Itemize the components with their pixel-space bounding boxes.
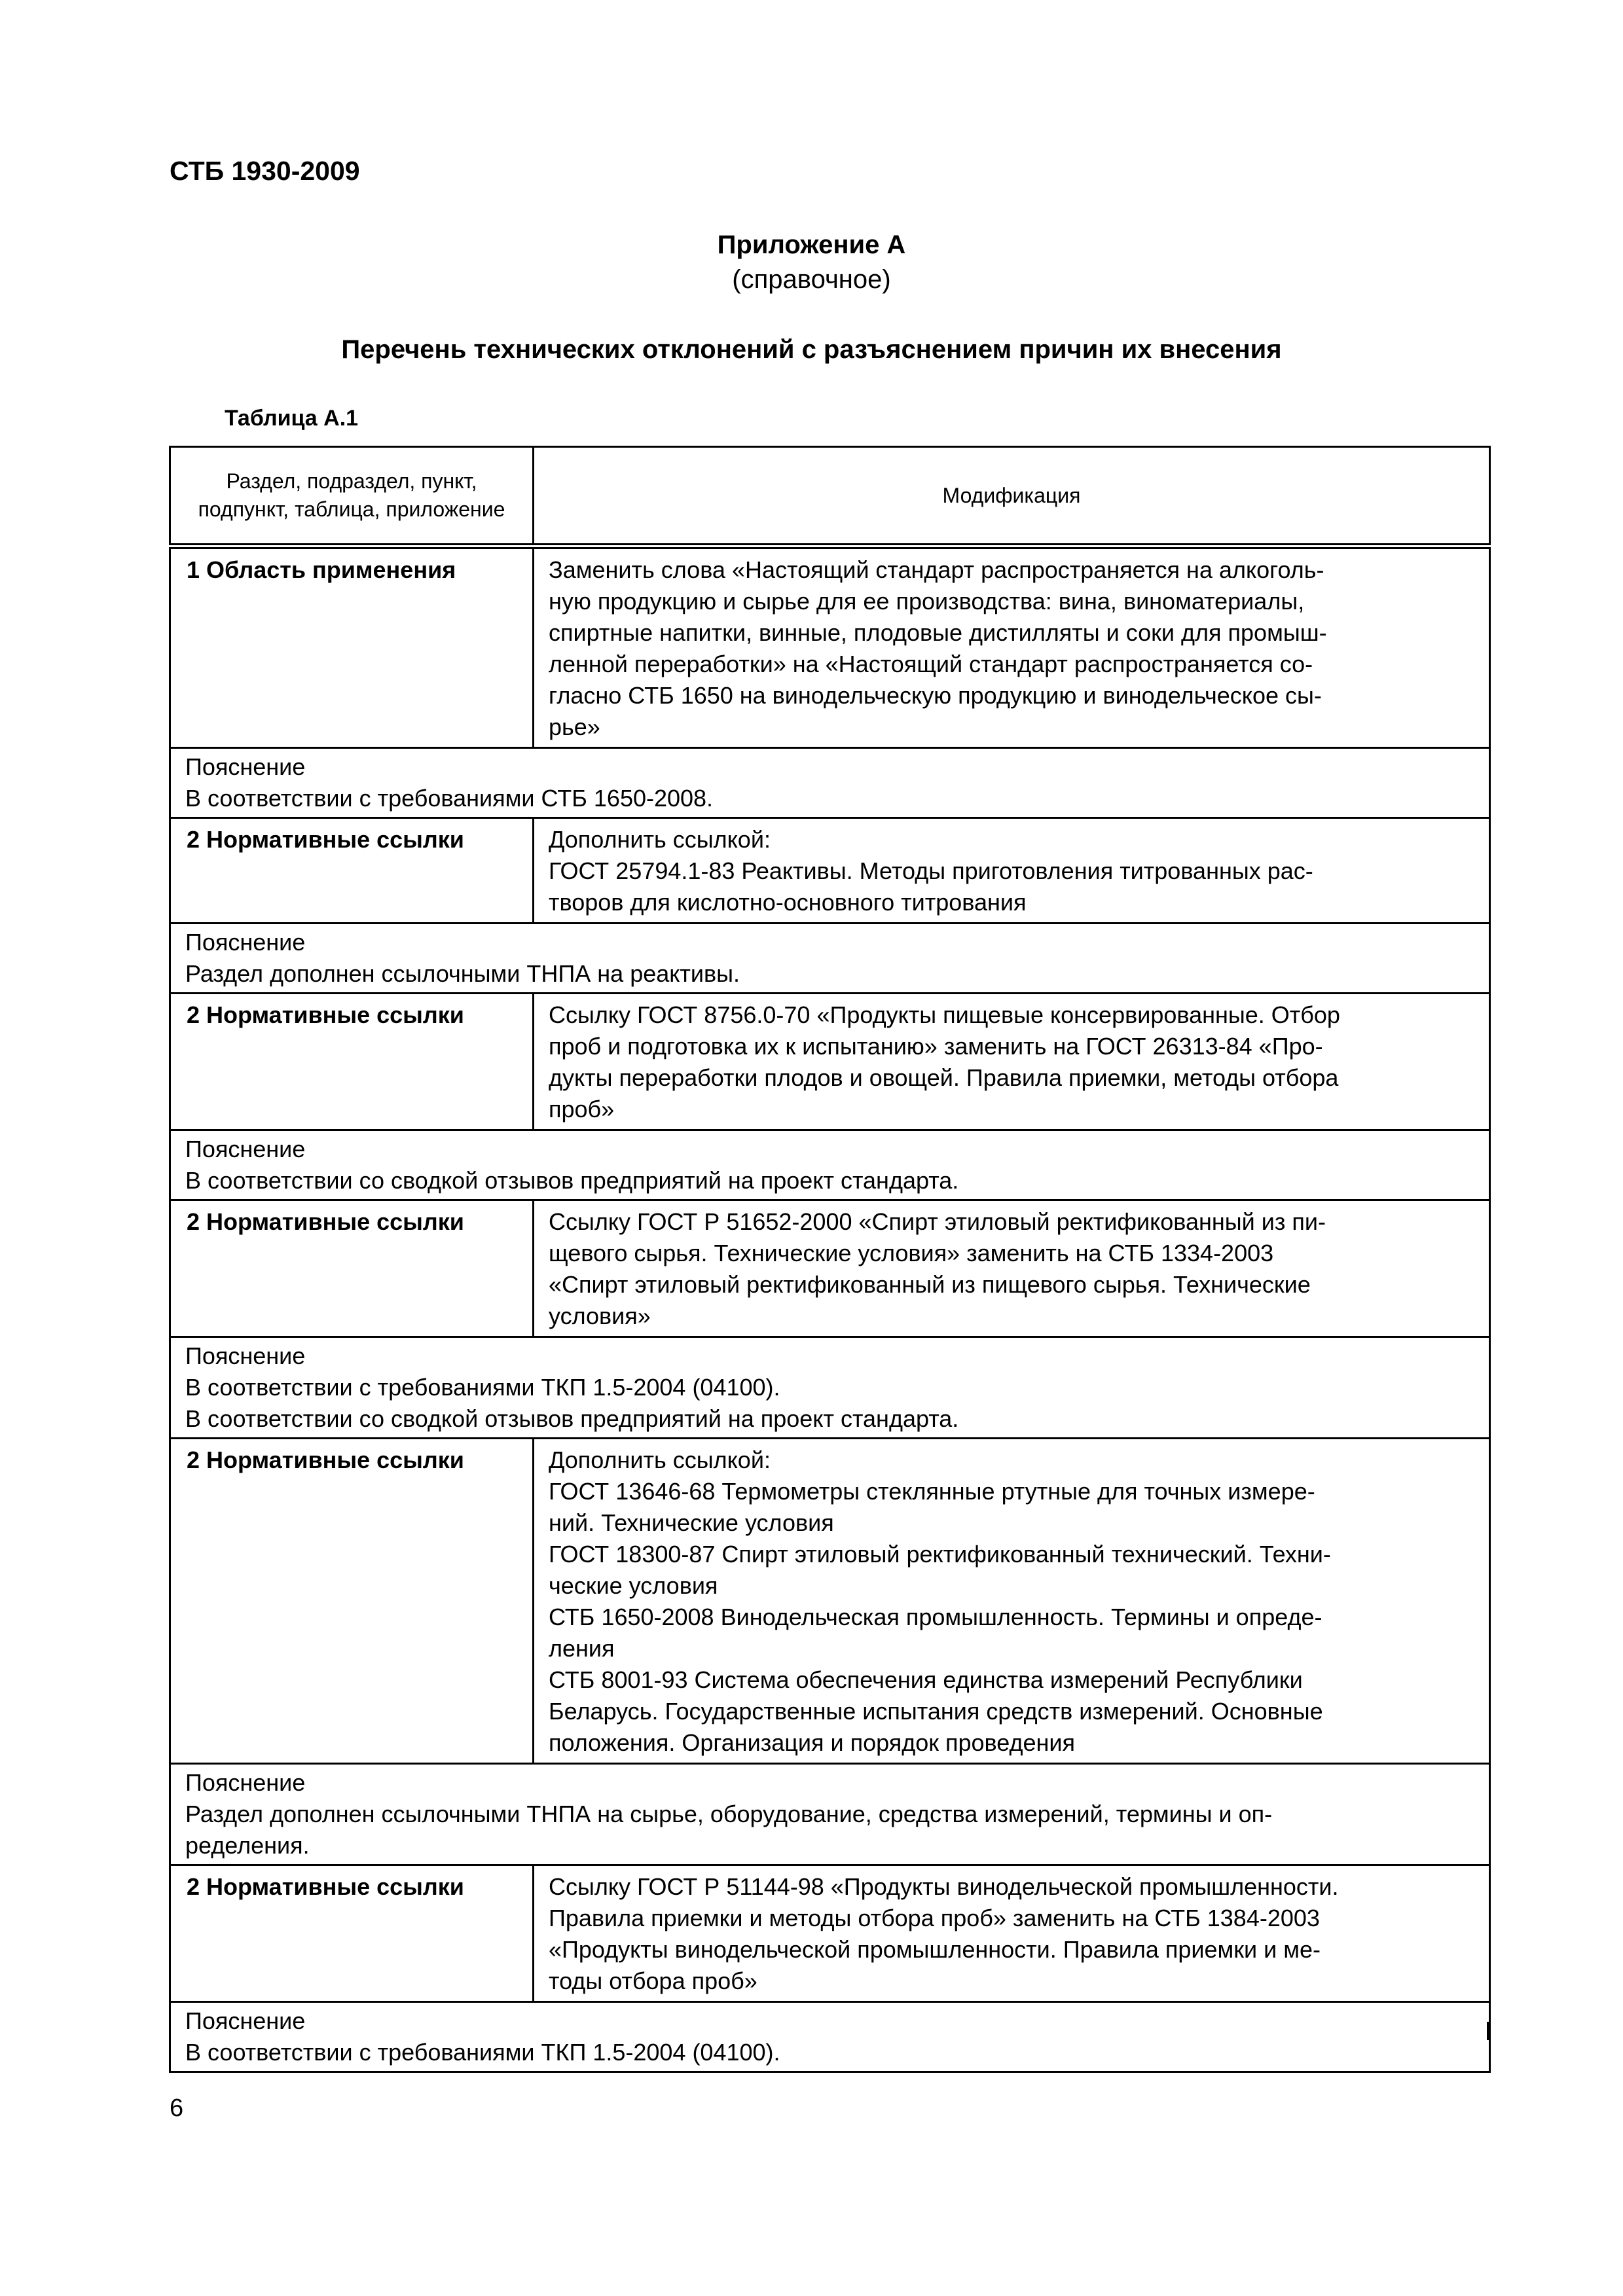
column-header-section: Раздел, подраздел, пункт, подпункт, таблица, приложение xyxy=(170,447,534,547)
modification-line: «Продукты винодельческой промышленности. Правила приемки и ме- xyxy=(549,1936,1321,1963)
modification-line: Ссылку ГОСТ 8756.0-70 «Продукты пищевые консервированные. Отбор xyxy=(549,1001,1340,1028)
modification-line: дукты переработки плодов и овощей. Правила приемки, методы отбора xyxy=(549,1064,1339,1091)
explanation-label: Пояснение xyxy=(185,1136,306,1162)
modification-cell xyxy=(534,818,1490,924)
modification-line: ную продукцию и сырье для ее производства: вина, виноматериалы, xyxy=(549,588,1305,615)
modification-line: положения. Организация и порядок проведения xyxy=(549,1729,1075,1756)
modification-line: Дополнить ссылкой: xyxy=(549,826,771,853)
modification-cell xyxy=(534,1200,1490,1337)
modification-line: «Спирт этиловый ректификованный из пищевого сырья. Технические xyxy=(549,1271,1311,1298)
explanation-cell xyxy=(170,1337,1490,1439)
explanation-line: В соответствии с требованиями ТКП 1.5-2004 (04100). xyxy=(185,1374,780,1401)
modification-line: Ссылку ГОСТ Р 51144-98 «Продукты винодельческой промышленности. xyxy=(549,1873,1339,1900)
explanation-cell xyxy=(170,1130,1490,1200)
modification-line: Заменить слова «Настоящий стандарт распространяется на алкоголь- xyxy=(549,556,1324,583)
explanation-row xyxy=(170,1130,1490,1200)
table-row xyxy=(170,1200,1490,1337)
explanation-line: ределения. xyxy=(185,1832,310,1859)
table-row xyxy=(170,1865,1490,2002)
modification-line: ления xyxy=(549,1635,615,1662)
modification-line: рье» xyxy=(549,713,600,740)
explanation-line: Раздел дополнен ссылочными ТНПА на сырье, оборудование, средства измерений, термины и оп- xyxy=(185,1801,1273,1827)
modification-line: щевого сырья. Технические условия» заменить на СТБ 1334-2003 xyxy=(549,1240,1274,1266)
explanation-row xyxy=(170,2002,1490,2072)
modification-line: тоды отбора проб» xyxy=(549,1967,757,1994)
explanation-row xyxy=(170,748,1490,818)
deviations-table xyxy=(169,446,1491,2073)
section-cell: 2 Нормативные ссылки xyxy=(170,1200,534,1337)
modification-line: ленной переработки» на «Настоящий стандарт распространяется со- xyxy=(549,651,1313,677)
explanation-row xyxy=(170,1337,1490,1439)
explanation-label: Пояснение xyxy=(185,1769,306,1796)
table-row xyxy=(170,1439,1490,1764)
modification-line: гласно СТБ 1650 на винодельческую продукцию и винодельческое сы- xyxy=(549,682,1322,709)
modification-line: СТБ 8001-93 Система обеспечения единства измерений Республики xyxy=(549,1666,1303,1693)
table-caption: Таблица А.1 xyxy=(225,406,359,431)
modification-line: ческие условия xyxy=(549,1572,718,1599)
page-number: 6 xyxy=(170,2094,184,2122)
explanation-line: Раздел дополнен ссылочными ТНПА на реактивы. xyxy=(185,960,740,987)
explanation-cell xyxy=(170,924,1490,994)
table-header-row xyxy=(170,447,1490,547)
section-cell: 2 Нормативные ссылки xyxy=(170,1865,534,2002)
modification-line: ГОСТ 25794.1-83 Реактивы. Методы приготовления титрованных рас- xyxy=(549,857,1313,884)
explanation-line: В соответствии с требованиями СТБ 1650-2008. xyxy=(185,785,714,812)
explanation-cell xyxy=(170,2002,1490,2072)
section-cell: 1 Область применения xyxy=(170,547,534,748)
modification-cell xyxy=(534,547,1490,748)
modification-line: Дополнить ссылкой: xyxy=(549,1446,771,1473)
modification-line: спиртные напитки, винные, плодовые дистилляты и соки для промыш- xyxy=(549,619,1327,646)
table-row xyxy=(170,547,1490,748)
table-row xyxy=(170,818,1490,924)
modification-line: проб» xyxy=(549,1096,615,1122)
document-code: СТБ 1930-2009 xyxy=(170,156,360,186)
explanation-label: Пояснение xyxy=(185,2007,306,2034)
table-body xyxy=(170,547,1490,2072)
modification-line: ГОСТ 13646-68 Термометры стеклянные ртутные для точных измере- xyxy=(549,1478,1315,1505)
explanation-line: В соответствии со сводкой отзывов предприятий на проект стандарта. xyxy=(185,1167,959,1194)
table-row xyxy=(170,994,1490,1130)
explanation-label: Пояснение xyxy=(185,1342,306,1369)
annex-heading: Перечень технических отклонений с разъяснением причин их внесения xyxy=(341,335,1282,364)
modification-line: Правила приемки и методы отбора проб» заменить на СТБ 1384-2003 xyxy=(549,1905,1320,1931)
explanation-row xyxy=(170,924,1490,994)
annex-status: (справочное) xyxy=(732,265,891,294)
modification-line: Ссылку ГОСТ Р 51652-2000 «Спирт этиловый ректификованный из пи- xyxy=(549,1208,1326,1235)
modification-cell xyxy=(534,994,1490,1130)
modification-line: СТБ 1650-2008 Винодельческая промышленность. Термины и опреде- xyxy=(549,1604,1322,1630)
modification-line: ний. Технические условия xyxy=(549,1509,834,1536)
modification-cell xyxy=(534,1865,1490,2002)
explanation-line: В соответствии с требованиями ТКП 1.5-2004 (04100). xyxy=(185,2039,780,2066)
modification-line: Беларусь. Государственные испытания средств измерений. Основные xyxy=(549,1698,1323,1725)
explanation-cell xyxy=(170,1764,1490,1865)
table-border-right-continuation xyxy=(1487,2022,1489,2040)
explanation-line: В соответствии со сводкой отзывов предприятий на проект стандарта. xyxy=(185,1405,959,1432)
section-cell: 2 Нормативные ссылки xyxy=(170,1439,534,1764)
section-cell: 2 Нормативные ссылки xyxy=(170,994,534,1130)
annex-title: Приложение А xyxy=(717,230,906,259)
modification-line: проб и подготовка их к испытанию» заменить на ГОСТ 26313-84 «Про- xyxy=(549,1033,1323,1060)
explanation-cell xyxy=(170,748,1490,818)
section-cell: 2 Нормативные ссылки xyxy=(170,818,534,924)
modification-line: творов для кислотно-основного титрования xyxy=(549,889,1027,916)
modification-line: ГОСТ 18300-87 Спирт этиловый ректификованный технический. Техни- xyxy=(549,1541,1331,1568)
column-header-modification: Модификация xyxy=(534,447,1490,547)
explanation-label: Пояснение xyxy=(185,929,306,956)
table-border-left-continuation xyxy=(169,2022,171,2040)
modification-cell xyxy=(534,1439,1490,1764)
explanation-label: Пояснение xyxy=(185,753,306,780)
explanation-row xyxy=(170,1764,1490,1865)
modification-line: условия» xyxy=(549,1302,651,1329)
